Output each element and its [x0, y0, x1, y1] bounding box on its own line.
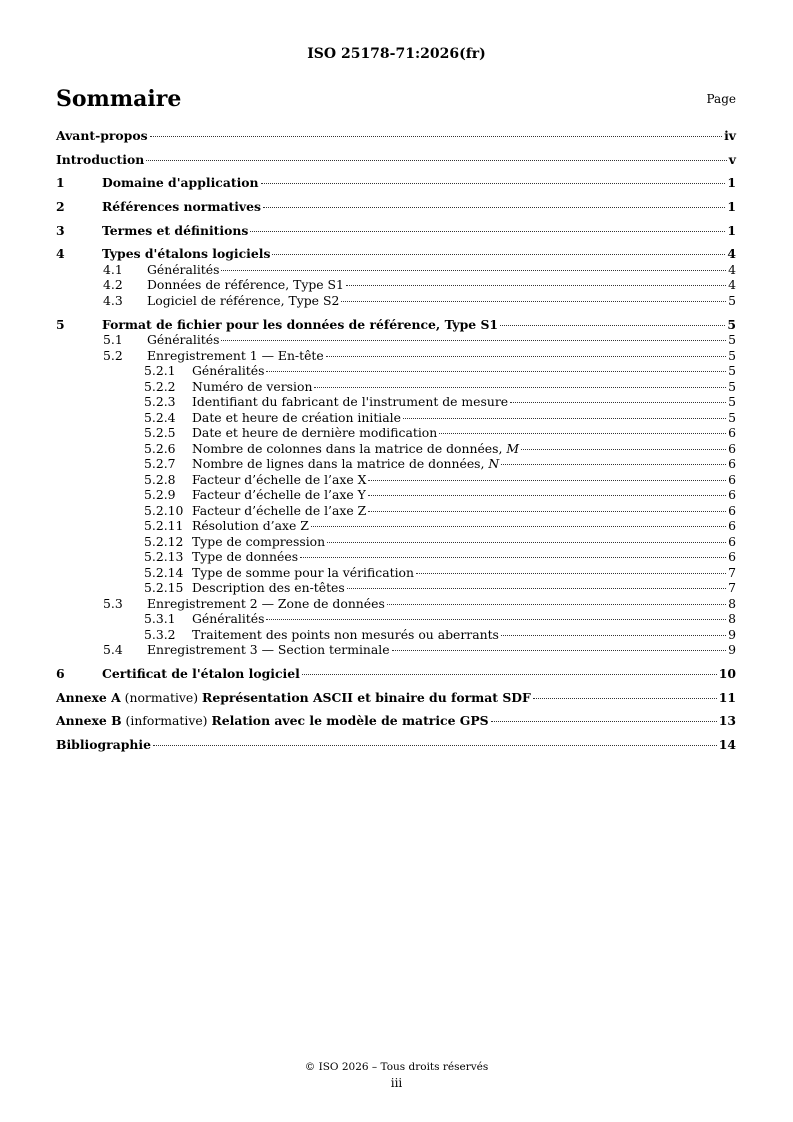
dot-leader	[368, 480, 726, 481]
toc-entry-text: Facteur d’échelle de l’axe X	[192, 471, 367, 487]
toc-entry-text: Nombre de colonnes dans la matrice de données,	[192, 440, 507, 456]
toc-entry-number: 5.2.3	[144, 394, 176, 410]
italic-variable: N	[488, 456, 500, 472]
toc-entry-number: 2	[56, 199, 65, 215]
toc-entry-title	[192, 534, 325, 550]
dot-leader	[347, 588, 726, 589]
toc-entry[interactable]	[56, 293, 736, 309]
toc-entry-number: 5	[56, 316, 65, 332]
dot-leader	[501, 635, 726, 636]
dot-leader	[392, 650, 727, 651]
toc-entry-text: Enregistrement 3 — Section terminale	[147, 642, 390, 658]
toc-entry-page: 7	[728, 580, 736, 596]
toc-entry-title	[56, 128, 148, 144]
table-of-contents	[56, 128, 736, 752]
toc-entry-title	[192, 379, 312, 395]
toc-entry-page: 1	[727, 199, 736, 215]
toc-entry-page: 6	[728, 549, 736, 565]
dot-leader	[266, 619, 726, 620]
toc-entry[interactable]	[56, 394, 736, 410]
toc-entry[interactable]	[56, 175, 736, 191]
toc-entry-page: 6	[728, 425, 736, 441]
toc-entry-number: 5.2.4	[144, 409, 176, 425]
toc-entry-text: Date et heure de dernière modification	[192, 425, 438, 441]
toc-entry-page: 5	[728, 394, 736, 410]
toc-entry[interactable]	[56, 596, 736, 612]
dot-leader	[261, 183, 726, 184]
toc-entry[interactable]	[56, 666, 736, 682]
annex-title: Représentation ASCII et binaire du format SDF	[202, 689, 531, 705]
dot-leader	[439, 433, 726, 434]
document-header: ISO 25178-71:2026(fr)	[307, 46, 486, 62]
page-title: Sommaire	[56, 86, 182, 112]
toc-entry-text: Facteur d’échelle de l’axe Z	[192, 502, 367, 518]
toc-entry-title	[102, 317, 498, 333]
dot-leader	[314, 387, 726, 388]
dot-leader	[250, 231, 725, 232]
toc-entry-title	[56, 737, 151, 753]
toc-entry[interactable]	[56, 332, 736, 348]
dot-leader	[510, 402, 726, 403]
annex-kind: (normative)	[120, 689, 203, 705]
dot-leader	[153, 745, 717, 746]
toc-entry-title	[192, 518, 309, 534]
toc-entry-number: 4	[56, 246, 65, 262]
toc-entry-text: Généralités	[147, 261, 220, 277]
toc-entry-page: 6	[728, 518, 736, 534]
toc-entry-page: 8	[728, 595, 736, 611]
toc-entry-text: Date et heure de création initiale	[192, 409, 401, 425]
dot-leader	[221, 340, 726, 341]
toc-entry-title	[147, 332, 219, 348]
dot-leader	[368, 511, 726, 512]
toc-entry-page: iv	[724, 128, 736, 143]
toc-entry-title	[147, 642, 390, 658]
toc-entry-number: 5.2.8	[144, 471, 176, 487]
toc-entry-page: v	[728, 151, 736, 167]
toc-entry[interactable]	[56, 565, 736, 581]
toc-entry-page: 5	[728, 332, 736, 348]
dot-leader	[491, 721, 717, 722]
toc-entry-page: 4	[728, 277, 736, 293]
toc-entry-text: Identifiant du fabricant de l'instrument de mesure	[192, 394, 509, 410]
annex-kind: (informative)	[121, 713, 212, 729]
page-column-label: Page	[706, 92, 736, 106]
toc-entry-title	[192, 441, 519, 457]
footer-copyright: © ISO 2026 – Tous droits réservés	[304, 1061, 489, 1073]
toc-entry-text: Données de référence, Type S1	[147, 277, 344, 293]
toc-entry-title	[102, 246, 270, 262]
toc-entry-text: Généralités	[192, 611, 265, 627]
toc-entry-title	[192, 611, 264, 627]
toc-entry-title	[192, 472, 366, 488]
dot-leader	[221, 270, 726, 271]
toc-entry-title	[56, 713, 489, 729]
toc-entry-page: 6	[728, 502, 736, 518]
toc-entry-title	[192, 394, 508, 410]
toc-entry-page: 1	[727, 222, 736, 238]
toc-entry-page: 7	[728, 564, 736, 580]
toc-entry-title	[102, 199, 261, 215]
toc-entry[interactable]	[56, 410, 736, 426]
toc-entry[interactable]	[56, 152, 736, 168]
toc-entry-title	[147, 596, 385, 612]
dot-leader	[387, 604, 726, 605]
toc-entry-text: Enregistrement 2 — Zone de données	[147, 595, 385, 611]
toc-entry-page: 5	[728, 409, 736, 425]
dot-leader	[341, 301, 726, 302]
toc-entry[interactable]	[56, 518, 736, 534]
dot-leader	[368, 495, 726, 496]
toc-entry-title	[56, 690, 531, 706]
toc-entry-title	[192, 410, 401, 426]
toc-entry-text: Généralités	[192, 363, 265, 379]
toc-entry-text: Avant-propos	[56, 128, 148, 143]
toc-entry-number: 5.2.15	[144, 580, 184, 596]
toc-entry-number: 5.2.12	[144, 533, 184, 549]
toc-entry-title	[192, 425, 437, 441]
toc-entry-page: 5	[728, 347, 736, 363]
dot-leader	[500, 325, 725, 326]
dot-leader	[300, 557, 726, 558]
toc-entry-number: 3	[56, 222, 65, 238]
toc-entry[interactable]	[56, 456, 736, 472]
dot-leader	[533, 698, 717, 699]
dot-leader	[501, 464, 726, 465]
toc-entry[interactable]	[56, 611, 736, 627]
toc-entry-number: 5.3	[103, 595, 123, 611]
footer-page-number: iii	[390, 1076, 403, 1090]
toc-entry-page: 6	[728, 533, 736, 549]
dot-leader	[326, 356, 726, 357]
toc-entry-page: 6	[728, 440, 736, 456]
toc-entry-number: 4.2	[103, 277, 123, 293]
toc-entry-text: Généralités	[147, 332, 220, 348]
toc-entry-number: 5.2.1	[144, 363, 176, 379]
toc-entry[interactable]	[56, 737, 736, 753]
dot-leader	[266, 371, 726, 372]
toc-entry-title	[192, 503, 366, 519]
toc-entry-number: 5.2.11	[144, 518, 184, 534]
toc-entry-number: 5.2.9	[144, 487, 176, 503]
dot-leader	[311, 526, 726, 527]
toc-entry-page: 11	[718, 689, 736, 705]
toc-entry-text: Résolution d’axe Z	[192, 518, 309, 534]
toc-entry-page: 6	[728, 487, 736, 503]
toc-entry[interactable]	[56, 379, 736, 395]
toc-entry-text: Format de fichier pour les données de référence, Type S1	[102, 316, 499, 332]
toc-entry-title	[192, 363, 264, 379]
toc-entry-page: 5	[728, 292, 736, 308]
toc-entry-page: 5	[727, 316, 736, 332]
dot-leader	[302, 674, 717, 675]
toc-entry-text: Certificat de l'étalon logiciel	[102, 665, 300, 681]
toc-entry-title	[102, 666, 300, 682]
dot-leader	[272, 254, 725, 255]
toc-entry-text: Bibliographie	[56, 736, 152, 752]
toc-entry-text: Type de compression	[192, 533, 326, 549]
toc-entry[interactable]	[56, 262, 736, 278]
toc-entry[interactable]	[56, 317, 736, 333]
toc-entry-title	[192, 549, 298, 565]
toc-entry[interactable]	[56, 277, 736, 293]
toc-entry[interactable]	[56, 487, 736, 503]
toc-entry-title	[192, 456, 499, 472]
toc-entry-page: 5	[728, 378, 736, 394]
toc-entry[interactable]	[56, 713, 736, 729]
dot-leader	[416, 573, 726, 574]
toc-entry-page: 1	[727, 175, 736, 191]
toc-entry-title	[147, 277, 344, 293]
dot-leader	[263, 207, 725, 208]
toc-entry-number: 6	[56, 665, 65, 681]
toc-entry-title	[192, 565, 414, 581]
toc-entry[interactable]	[56, 363, 736, 379]
toc-entry-number: 5.2.2	[144, 378, 176, 394]
toc-entry-title	[102, 223, 248, 239]
toc-entry-text: Type de somme pour la vérification	[192, 564, 414, 580]
toc-entry[interactable]	[56, 425, 736, 441]
toc-entry-text: Termes et définitions	[102, 222, 249, 238]
toc-entry-text: Enregistrement 1 — En-tête	[147, 347, 324, 363]
toc-entry-number: 5.1	[103, 332, 123, 348]
toc-entry-page: 6	[728, 471, 736, 487]
toc-entry-text: Nombre de lignes dans la matrice de données,	[192, 456, 489, 472]
italic-variable: M	[506, 440, 520, 456]
toc-entry-number: 5.3.1	[144, 611, 176, 627]
toc-entry[interactable]	[56, 503, 736, 519]
toc-entry[interactable]	[56, 246, 736, 262]
toc-entry-page: 9	[728, 626, 736, 642]
toc-entry[interactable]	[56, 690, 736, 706]
toc-entry[interactable]	[56, 627, 736, 643]
dot-leader	[346, 285, 726, 286]
toc-entry-page: 4	[728, 261, 736, 277]
toc-entry-text: Traitement des points non mesurés ou aberrants	[192, 626, 499, 642]
toc-entry-page: 6	[728, 456, 736, 472]
toc-entry[interactable]	[56, 199, 736, 215]
toc-entry-title	[147, 293, 339, 309]
toc-entry-title	[192, 627, 499, 643]
toc-entry-title	[56, 152, 144, 168]
toc-entry-number: 1	[56, 175, 65, 191]
toc-entry-number: 4.1	[103, 261, 123, 277]
toc-entry[interactable]	[56, 534, 736, 550]
annex-label: Annexe A	[56, 689, 121, 705]
toc-entry-number: 5.2.13	[144, 549, 184, 565]
dot-leader	[521, 449, 726, 450]
toc-entry-text: Type de données	[192, 549, 299, 565]
toc-entry[interactable]	[56, 441, 736, 457]
toc-entry-text: Facteur d’échelle de l’axe Y	[192, 487, 366, 503]
toc-entry[interactable]	[56, 472, 736, 488]
toc-entry-title	[102, 175, 259, 191]
toc-entry-text: Numéro de version	[192, 378, 313, 394]
annex-label: Annexe B	[56, 713, 122, 729]
toc-entry-text: Références normatives	[102, 199, 261, 215]
toc-entry[interactable]	[56, 549, 736, 565]
toc-entry[interactable]	[56, 128, 736, 144]
toc-entry-number: 5.2	[103, 347, 123, 363]
dot-leader	[146, 160, 727, 161]
toc-entry-text: Description des en-têtes	[192, 580, 345, 596]
toc-entry-title	[192, 487, 366, 503]
toc-entry-number: 5.4	[103, 642, 123, 658]
toc-entry-page: 8	[728, 611, 736, 627]
toc-entry-title	[147, 348, 324, 364]
dot-leader	[327, 542, 726, 543]
toc-entry-number: 5.3.2	[144, 626, 176, 642]
toc-entry-number: 4.3	[103, 292, 123, 308]
annex-title: Relation avec le modèle de matrice GPS	[211, 713, 489, 729]
toc-entry-number: 5.2.5	[144, 425, 176, 441]
toc-entry[interactable]	[56, 580, 736, 596]
toc-entry-page: 13	[718, 713, 736, 729]
toc-entry-text: Logiciel de référence, Type S2	[147, 292, 340, 308]
dot-leader	[150, 136, 723, 137]
toc-entry-text: Types d'étalons logiciels	[102, 246, 271, 262]
dot-leader	[403, 418, 726, 419]
toc-entry[interactable]	[56, 223, 736, 239]
toc-entry-page: 14	[718, 736, 736, 752]
toc-entry-page: 4	[727, 246, 736, 262]
toc-entry-number: 5.2.6	[144, 440, 176, 456]
toc-entry-number: 5.2.14	[144, 564, 184, 580]
toc-entry-page: 9	[728, 642, 736, 658]
toc-entry-title	[192, 580, 345, 596]
toc-entry-page: 10	[718, 665, 736, 681]
toc-entry-number: 5.2.7	[144, 456, 176, 472]
toc-entry[interactable]	[56, 642, 736, 658]
toc-entry[interactable]	[56, 348, 736, 364]
toc-entry-title	[147, 262, 219, 278]
toc-entry-page: 5	[728, 363, 736, 379]
toc-entry-text: Introduction	[56, 151, 145, 167]
toc-entry-number: 5.2.10	[144, 502, 184, 518]
toc-entry-text: Domaine d'application	[102, 175, 259, 191]
